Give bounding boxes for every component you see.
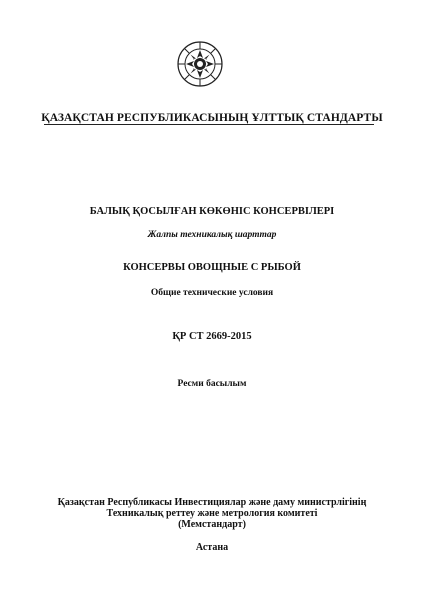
standard-header-title: ҚАЗАҚСТАН РЕСПУБЛИКАСЫНЫҢ ҰЛТТЫҚ СТАНДАРТЫ — [41, 112, 383, 124]
publisher-line-2: Техникалық реттеу және метрология комитеті — [106, 508, 318, 519]
edition-label: Ресми басылым — [177, 379, 247, 389]
publisher-line-1: Қазақстан Республикасы Инвестициялар және даму министрлігінің — [57, 497, 367, 508]
standard-subtitle-kz: Жалпы техникалық шарттар — [147, 230, 277, 240]
publisher-line-3: (Мемстандарт) — [178, 519, 246, 530]
standard-title-kz: БАЛЫҚ ҚОСЫЛҒАН КӨКӨНІС КОНСЕРВІЛЕРІ — [89, 206, 335, 217]
standard-title-ru: КОНСЕРВЫ ОВОЩНЫЕ С РЫБОЙ — [123, 262, 301, 273]
publication-city: Астана — [195, 542, 229, 553]
kazakhstan-state-emblem-icon — [176, 40, 224, 88]
standard-subtitle-ru: Общие технические условия — [150, 288, 274, 298]
header-divider — [44, 124, 374, 125]
standard-code: ҚР СТ 2669-2015 — [172, 331, 252, 342]
